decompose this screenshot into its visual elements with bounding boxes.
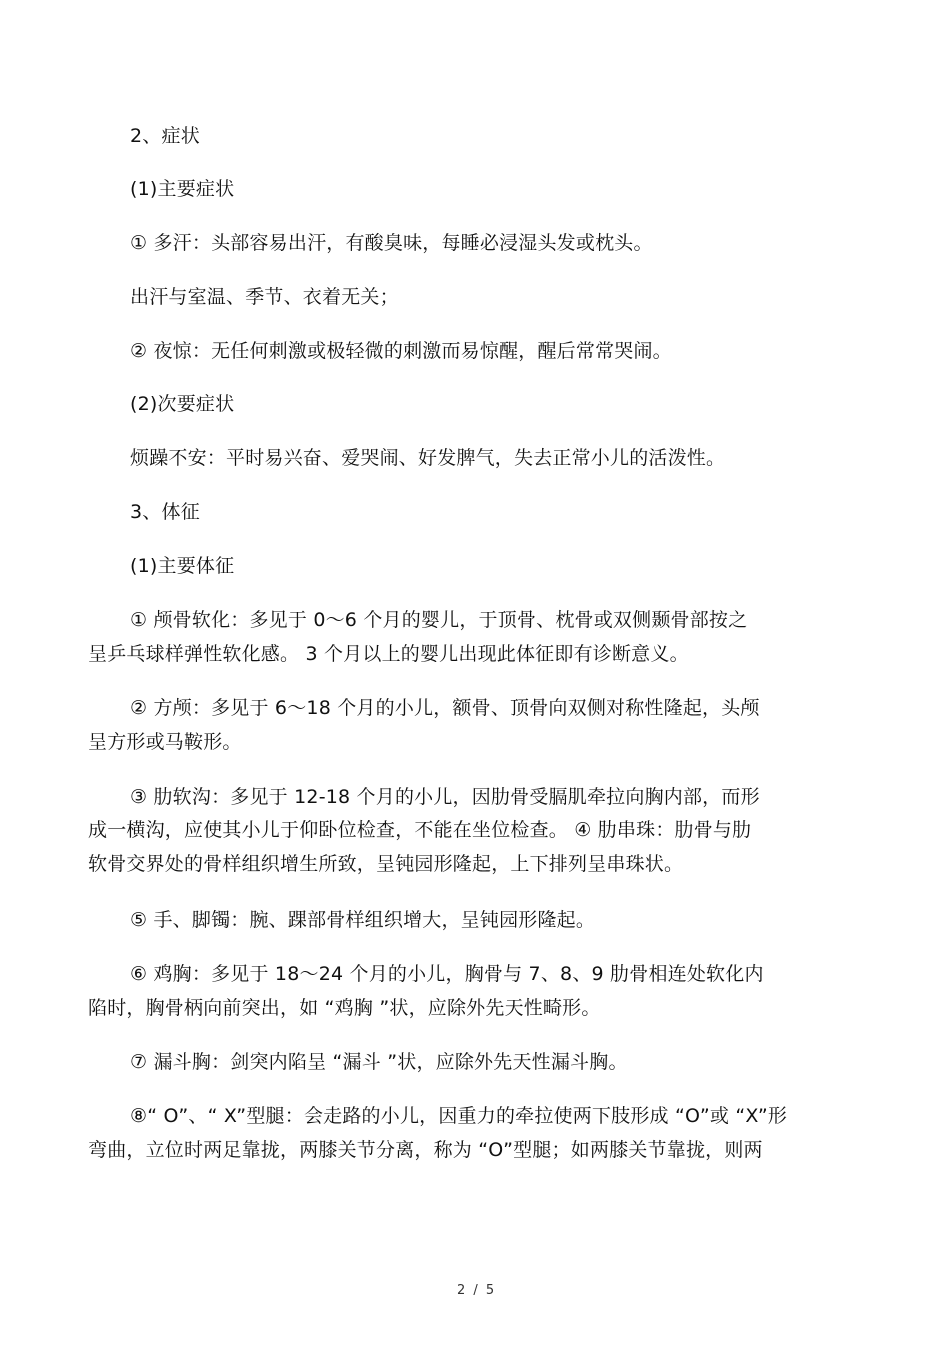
text-line: ⑧“ O”、“ X”型腿：会走路的小儿，因重力的牵拉使两下肢形成 “O”或 “X”形 bbox=[130, 1105, 788, 1127]
subheading-main-symptoms: (1)主要症状 bbox=[130, 178, 235, 200]
text-line: ② 夜惊：无任何刺激或极轻微的刺激而易惊醒，醒后常常哭闹。 bbox=[130, 340, 672, 362]
text-line: 呈方形或马鞍形。 bbox=[88, 731, 242, 753]
subheading-secondary-symptoms: (2)次要症状 bbox=[130, 393, 235, 415]
text-line: ③ 肋软沟：多见于 12-18 个月的小儿，因肋骨受膈肌牵拉向胸内部，而形 bbox=[130, 786, 760, 808]
text-line: 呈乒乓球样弹性软化感。 3 个月以上的婴儿出现此体征即有诊断意义。 bbox=[88, 643, 689, 665]
text-line: ① 多汗：头部容易出汗，有酸臭味，每睡必浸湿头发或枕头。 bbox=[130, 232, 653, 254]
text-line: ⑤ 手、脚镯：腕、踝部骨样组织增大，呈钝园形隆起。 bbox=[130, 909, 596, 931]
text-line: 陷时，胸骨柄向前突出，如 “鸡胸 ”状，应除外先天性畸形。 bbox=[88, 997, 601, 1019]
subheading-main-signs: (1)主要体征 bbox=[130, 555, 235, 577]
text-line: 出汗与室温、季节、衣着无关； bbox=[130, 286, 399, 308]
text-line: ① 颅骨软化：多见于 0～6 个月的婴儿，于顶骨、枕骨或双侧颞骨部按之 bbox=[130, 609, 748, 631]
text-line: 成一横沟，应使其小儿于仰卧位检查，不能在坐位检查。 ④ 肋串珠：肋骨与肋 bbox=[88, 819, 752, 841]
page-number: 2 / 5 bbox=[457, 1283, 497, 1298]
text-line: 烦躁不安：平时易兴奋、爱哭闹、好发脾气，失去正常小儿的活泼性。 bbox=[130, 447, 726, 469]
section-heading-signs: 3、体征 bbox=[130, 501, 200, 523]
text-line: ⑥ 鸡胸：多见于 18～24 个月的小儿，胸骨与 7、8、9 肋骨相连处软化内 bbox=[130, 963, 764, 985]
section-heading-symptoms: 2、症状 bbox=[130, 125, 200, 147]
text-line: 软骨交界处的骨样组织增生所致，呈钝园形隆起，上下排列呈串珠状。 bbox=[88, 853, 684, 875]
text-line: ② 方颅：多见于 6～18 个月的小儿，额骨、顶骨向双侧对称性隆起，头颅 bbox=[130, 697, 760, 719]
text-line: 弯曲，立位时两足靠拢，两膝关节分离，称为 “O”型腿；如两膝关节靠拢，则两 bbox=[88, 1139, 763, 1161]
text-line: ⑦ 漏斗胸：剑突内陷呈 “漏斗 ”状，应除外先天性漏斗胸。 bbox=[130, 1051, 628, 1073]
